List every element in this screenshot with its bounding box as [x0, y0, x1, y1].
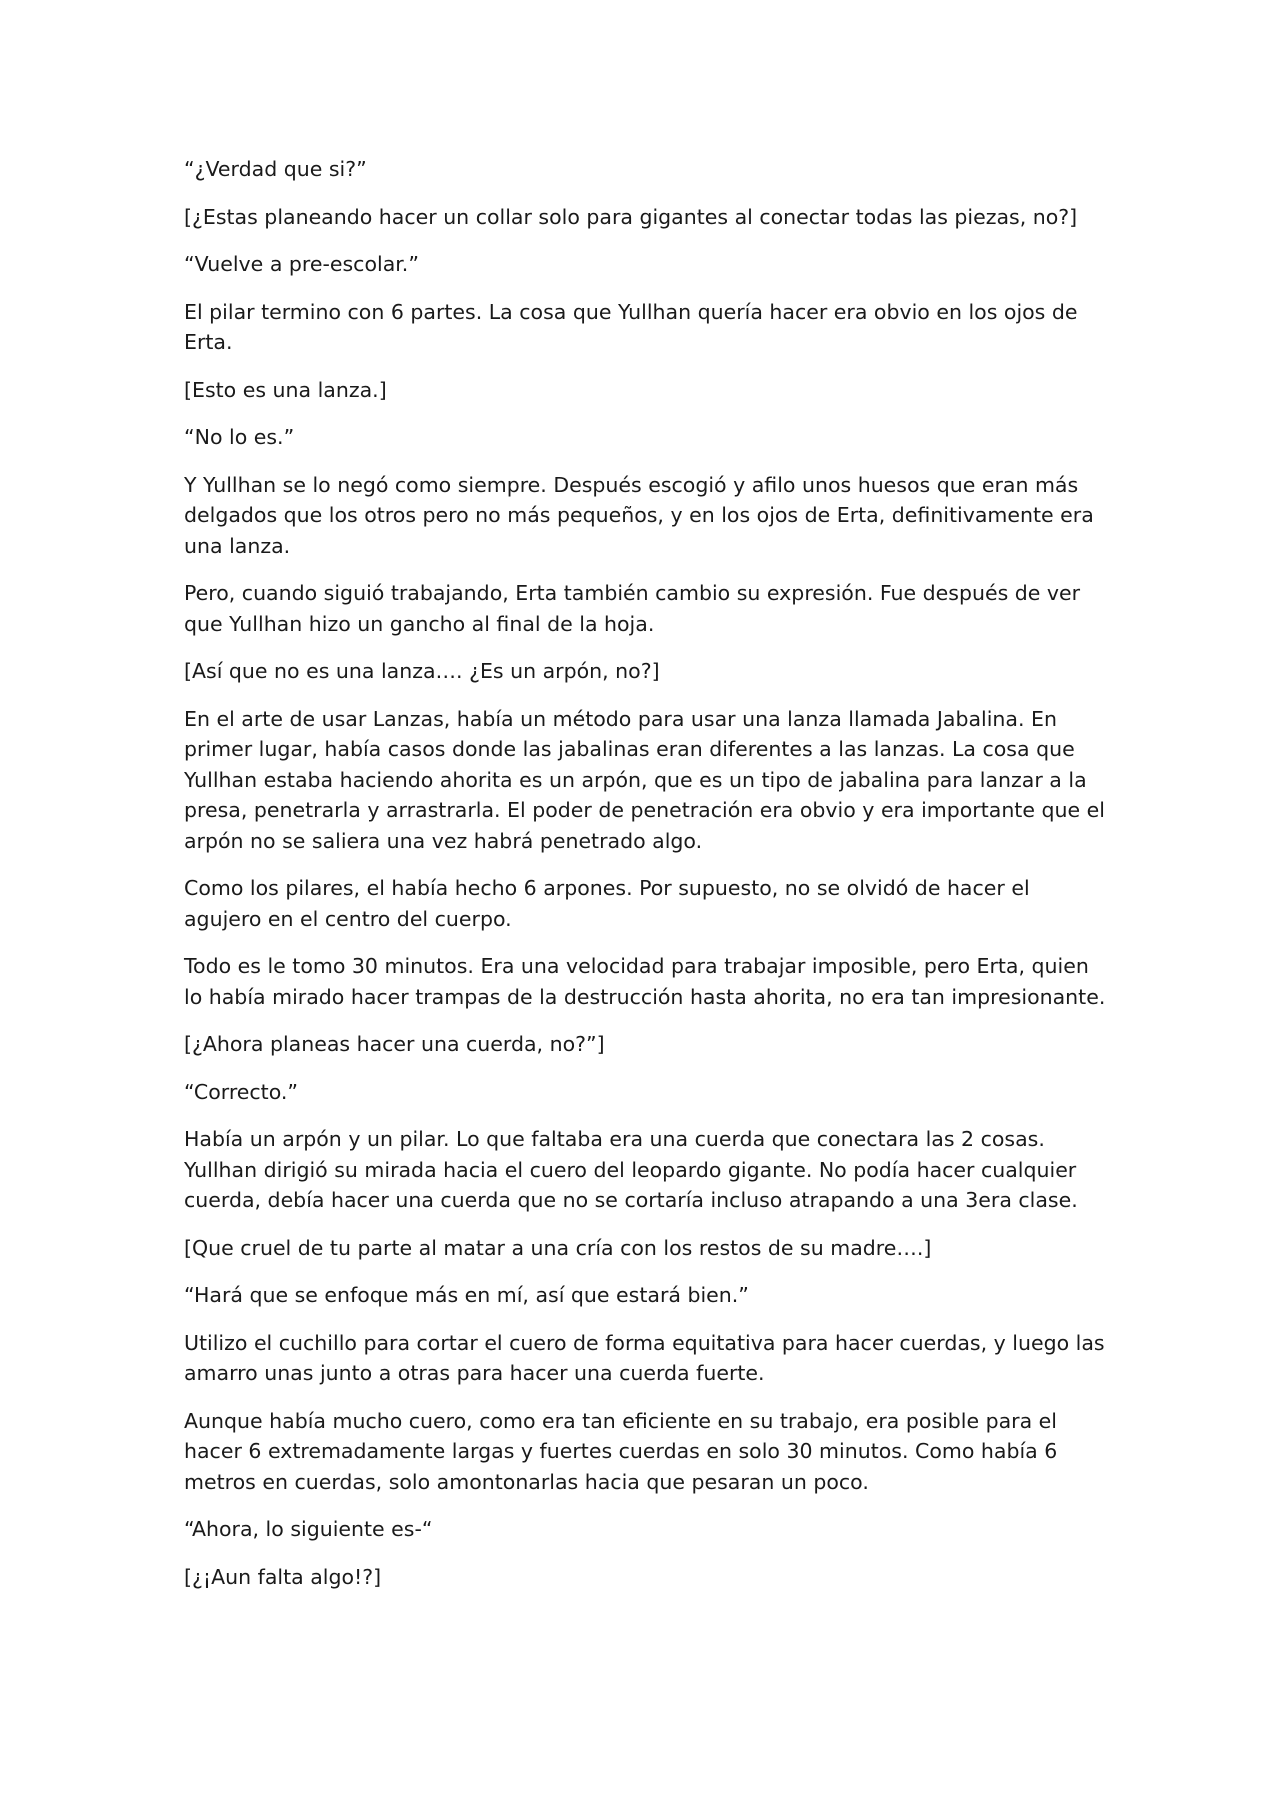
paragraph: [¿Ahora planeas hacer una cuerda, no?”]	[184, 1032, 605, 1056]
paragraph: El pilar termino con 6 partes. La cosa que Yullhan quería hacer era obvio en los ojos de Erta.	[184, 299, 1078, 354]
document-body	[184, 154, 1106, 1609]
paragraph: Pero, cuando siguió trabajando, Erta también cambio su expresión. Fue después de ver que Yullhan hizo un gancho al final de la hoja.	[184, 581, 1081, 636]
paragraph: [¿¡Aun falta algo!?]	[184, 1564, 382, 1589]
paragraph: Como los pilares, el había hecho 6 arpones. Por supuesto, no se olvidó de hacer el agujero en el centro del cuerpo.	[184, 876, 1030, 931]
paragraph: Y Yullhan se lo negó como siempre. Después escogió y afilo unos huesos que eran más delgados que los otros pero no más pequeños, y en los ojos de Erta, definitivamente era una lanza.	[184, 472, 1094, 558]
paragraph: “Hará que se enfoque más en mí, así que estará bien.”	[184, 1283, 749, 1307]
paragraph: En el arte de usar Lanzas, había un método para usar una lanza llamada Jabalina. En primer lugar, había casos donde las jabalinas eran diferentes a las lanzas. La cosa que Yullhan estaba haciendo ahorita es un arpón, que es un tipo de jabalina para lanzar a la presa, penetrarla y arrastrarla. El poder de penetración era obvio y era importante que el arpón no se saliera una vez habrá penetrado algo.	[184, 706, 1105, 853]
paragraph: “¿Verdad que si?”	[184, 157, 367, 181]
paragraph: [Que cruel de tu parte al matar a una cría con los restos de su madre….]	[184, 1235, 932, 1260]
paragraph: Aunque había mucho cuero, como era tan eficiente en su trabajo, era posible para el hacer 6 extremadamente largas y fuertes cuerdas en solo 30 minutos. Como había 6 metros en cuerdas, solo amontonarlas hacia que pesaran un poco.	[184, 1408, 1058, 1494]
paragraph: Todo es le tomo 30 minutos. Era una velocidad para trabajar imposible, pero Erta, quien lo había mirado hacer trampas de la destrucción hasta ahorita, no era tan impresionante.	[184, 954, 1106, 1009]
paragraph: [Así que no es una lanza…. ¿Es un arpón, no?]	[184, 659, 660, 683]
paragraph: “Vuelve a pre-escolar.”	[184, 252, 419, 276]
paragraph: Utilizo el cuchillo para cortar el cuero de forma equitativa para hacer cuerdas, y luego las amarro unas junto a otras para hacer una cuerda fuerte.	[184, 1330, 1105, 1385]
paragraph: “Correcto.”	[184, 1079, 299, 1104]
paragraph: [Esto es una lanza.]	[184, 377, 387, 402]
paragraph: [¿Estas planeando hacer un collar solo para gigantes al conectar todas las piezas, no?]	[184, 204, 1078, 229]
paragraph: “No lo es.”	[184, 425, 295, 449]
paragraph: “Ahora, lo siguiente es-“	[184, 1517, 433, 1541]
paragraph: Había un arpón y un pilar. Lo que faltaba era una cuerda que conectara las 2 cosas. Yullhan dirigió su mirada hacia el cuero del leopardo gigante. No podía hacer cualquier cuerda, debía hacer una cuerda que no se cortaría incluso atrapando a una 3era clase.	[184, 1127, 1078, 1212]
